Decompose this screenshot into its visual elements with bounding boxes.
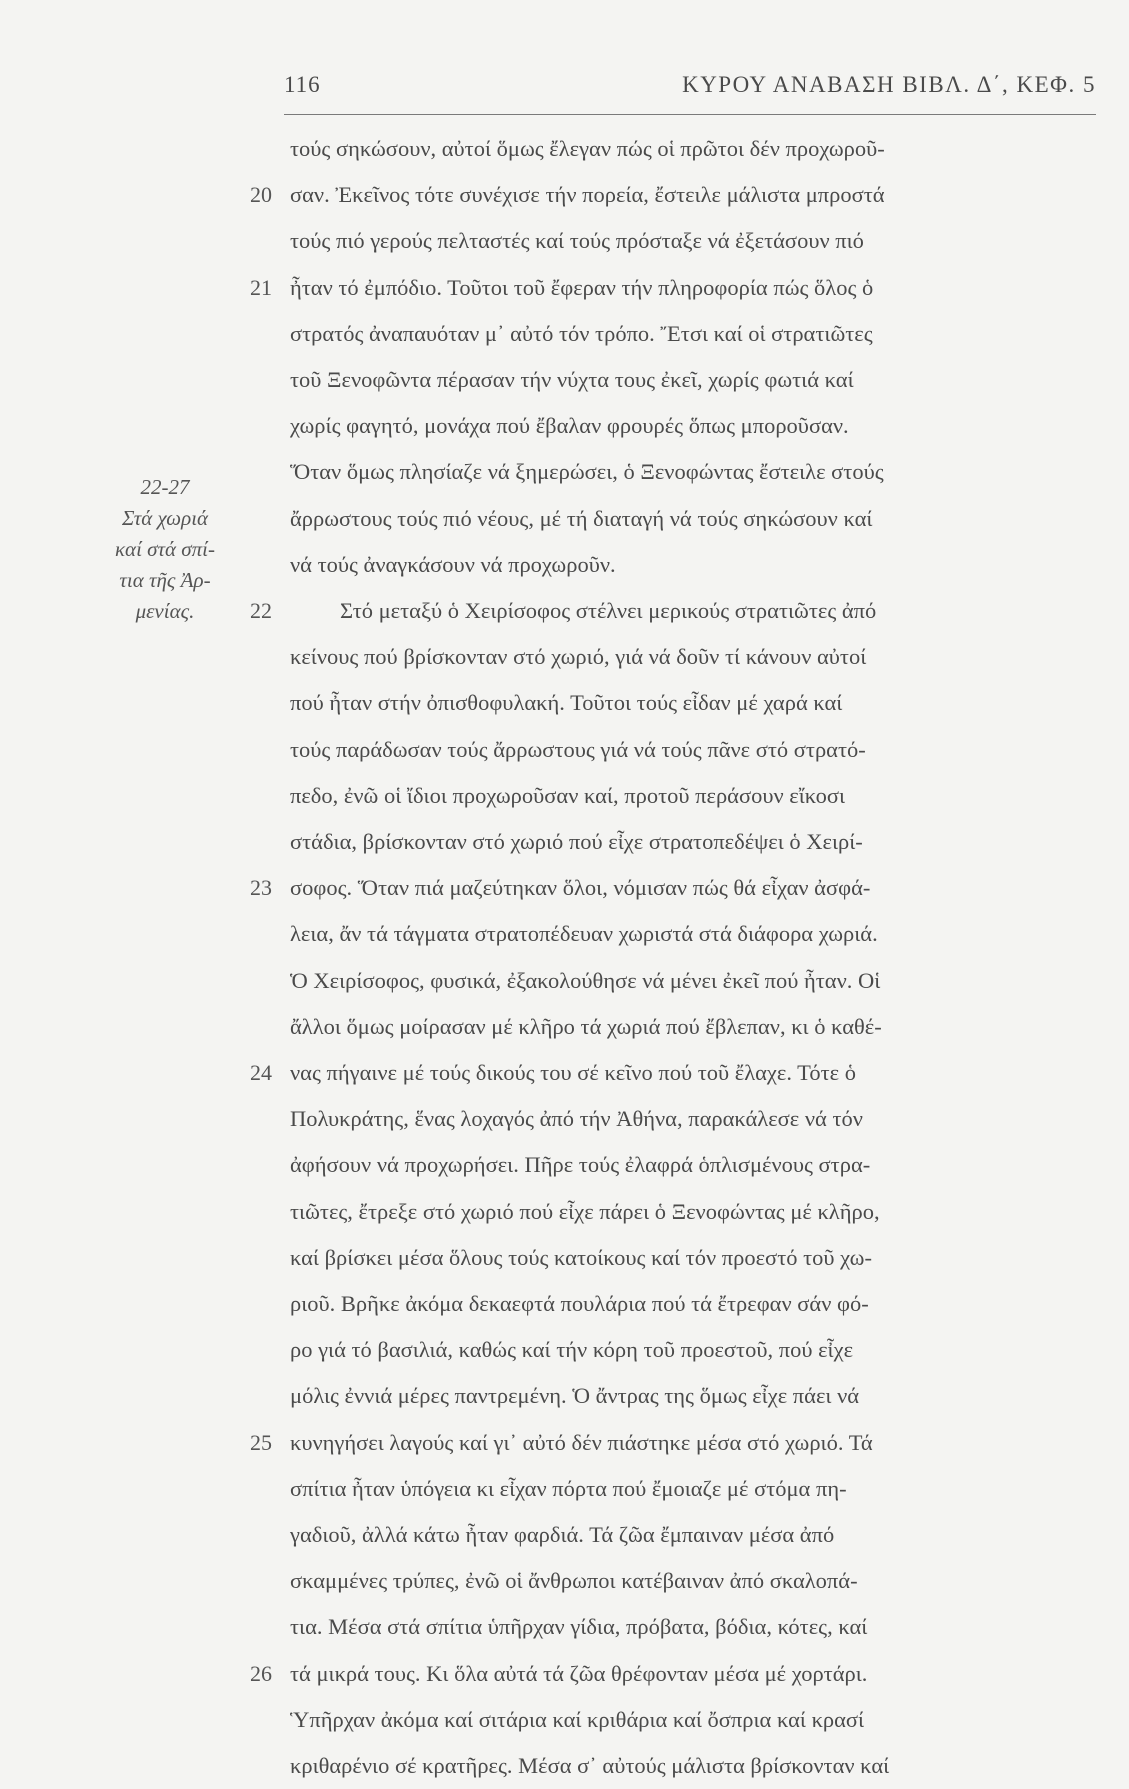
line-number: 21 [250, 274, 272, 300]
line-text: πεδο, ἐνῶ οἱ ἴδιοι προχωροῦσαν καί, προτοῦ περάσουν εἴκοσι [290, 782, 846, 808]
text-line [250, 1420, 1120, 1466]
line-text: στάδια, βρίσκονταν στό χωριό πού εἶχε στρατοπεδέψει ὁ Χειρί- [290, 829, 863, 854]
margin-note-line: καί στά σπί- [114, 537, 216, 561]
text-line [290, 403, 1120, 449]
line-text: ἀφήσουν νά προχωρήσει. Πῆρε τούς ἐλαφρά ὁπλισμένους στρα- [290, 1152, 871, 1178]
line-text: καί βρίσκει μέσα ὅλους τούς κατοίκους καί τόν προεστό τοῦ χω- [290, 1244, 872, 1270]
text-line [290, 1235, 1120, 1281]
line-text: Πολυκράτης, ἕνας λοχαγός ἀπό τήν Ἀθήνα, παρακάλεσε νά τόν [290, 1106, 863, 1132]
text-line [290, 1697, 1120, 1743]
text-line [290, 773, 1120, 819]
line-text: λεια, ἄν τά τάγματα στρατοπέδευαν χωριστά στά διάφορα χωριά. [290, 921, 878, 947]
text-line [250, 865, 1120, 911]
line-text: ἄλλοι ὅμως μοίρασαν μέ κλῆρο τά χωριά πού ἔβλεπαν, κι ὁ καθέ- [290, 1013, 882, 1039]
line-text: κείνους πού βρίσκονταν στό χωριό, γιά νά δοῦν τί κάνουν αὐτοί [290, 644, 867, 670]
margin-note [90, 472, 240, 627]
margin-note-line: μενίας. [135, 599, 195, 623]
line-number: 20 [250, 182, 272, 208]
line-text: κριθαρένιο σέ κρατῆρες. Μέσα σ᾽ αὐτούς μάλιστα βρίσκονταν καί [290, 1753, 890, 1778]
text-line [290, 727, 1120, 773]
running-head: ΚΥΡΟΥ ΑΝΑΒΑΣΗ ΒΙΒΛ. Δ΄, ΚΕΦ. 5 [682, 72, 1096, 97]
text-line [290, 1743, 1120, 1789]
text-line [250, 265, 1120, 311]
line-text: μόλις ἐννιά μέρες παντρεμένη. Ὁ ἄντρας της ὅμως εἶχε πάει νά [290, 1383, 860, 1409]
line-text: ρο γιά τό βασιλιά, καθώς καί τήν κόρη τοῦ προεστοῦ, πού εἶχε [290, 1337, 854, 1363]
text-line [290, 680, 1120, 726]
line-text: νά τούς ἀναγκάσουν νά προχωροῦν. [290, 551, 616, 577]
margin-note-range: 22-27 [140, 475, 190, 499]
line-number: 23 [250, 875, 272, 901]
line-text: τοῦ Ξενοφῶντα πέρασαν τήν νύχτα τους ἐκεῖ, χωρίς φωτιά καί [290, 367, 854, 392]
line-text: πού ἦταν στήν ὀπισθοφυλακή. Τοῦτοι τούς εἶδαν μέ χαρά καί [290, 690, 843, 716]
line-text: χωρίς φαγητό, μονάχα πού ἔβαλαν φρουρές ὅπως μποροῦσαν. [290, 413, 849, 439]
line-text: σαν. Ἐκεῖνος τότε συνέχισε τήν πορεία, ἔστειλε μάλιστα μπροστά [290, 182, 885, 208]
line-text: σοφος. Ὅταν πιά μαζεύτηκαν ὅλοι, νόμισαν πώς θά εἶχαν ἀσφά- [290, 875, 871, 901]
text-line [290, 1281, 1120, 1327]
line-text: σκαμμένες τρύπες, ἐνῶ οἱ ἄνθρωποι κατέβαιναν ἀπό σκαλοπά- [290, 1568, 858, 1594]
text-line [290, 1466, 1120, 1512]
text-line [290, 1604, 1120, 1650]
text-line [290, 1004, 1120, 1050]
text-line [290, 542, 1120, 588]
line-text: Ὑπῆρχαν ἀκόμα καί σιτάρια καί κριθάρια καί ὄσπρια καί κρασί [290, 1706, 865, 1732]
text-line [290, 911, 1120, 957]
line-text: στρατός ἀναπαυόταν μ᾽ αὐτό τόν τρόπο. Ἔτσι καί οἱ στρατιῶτες [290, 320, 873, 346]
line-text: τιῶτες, ἔτρεξε στό χωριό πού εἶχε πάρει ὁ Ξενοφώντας μέ κλῆρο, [290, 1198, 880, 1224]
text-line [250, 172, 1120, 218]
text-line [290, 1327, 1120, 1373]
line-text: τούς παράδωσαν τούς ἄρρωστους γιά νά τούς πᾶνε στό στρατό- [290, 736, 866, 762]
text-line [250, 1651, 1120, 1697]
text-line [290, 126, 1120, 172]
line-text: ἄρρωστους τούς πιό νέους, μέ τή διαταγή νά τούς σηκώσουν καί [290, 505, 873, 531]
margin-note-line: τια τῆς Ἀρ- [119, 568, 211, 592]
line-text: τά μικρά τους. Κι ὅλα αὐτά τά ζῶα θρέφονταν μέσα μέ χορτάρι. [290, 1660, 868, 1686]
line-text: Ὅταν ὅμως πλησίαζε νά ξημερώσει, ὁ Ξενοφώντας ἔστειλε στούς [290, 459, 884, 485]
text-line [290, 1142, 1120, 1188]
line-text: τια. Μέσα στά σπίτια ὑπῆρχαν γίδια, πρόβατα, βόδια, κότες, καί [290, 1614, 868, 1640]
text-line [290, 357, 1120, 403]
text-line [290, 1512, 1120, 1558]
line-text: ριοῦ. Βρῆκε ἀκόμα δεκαεφτά πουλάρια πού τά ἔτρεφαν σάν φό- [290, 1291, 869, 1316]
text-line [290, 1096, 1120, 1142]
line-text: κυνηγήσει λαγούς καί γι᾽ αὐτό δέν πιάστηκε μέσα στό χωριό. Τά [290, 1429, 873, 1455]
line-number: 26 [250, 1660, 272, 1686]
line-number: 24 [250, 1060, 272, 1085]
text-line [290, 218, 1120, 264]
text-line [290, 496, 1120, 542]
line-number: 25 [250, 1429, 272, 1455]
text-line [290, 449, 1120, 495]
line-text: τούς σηκώσουν, αὐτοί ὅμως ἔλεγαν πώς οἱ πρῶτοι δέν προχωροῦ- [290, 136, 885, 161]
text-line [290, 1558, 1120, 1604]
page-header [284, 62, 1096, 115]
line-text: νας πήγαινε μέ τούς δικούς του σέ κεῖνο πού τοῦ ἔλαχε. Τότε ὁ [290, 1060, 856, 1085]
line-text: γαδιοῦ, ἀλλά κάτω ἦταν φαρδιά. Τά ζῶα ἔμπαιναν μέσα ἀπό [290, 1522, 835, 1547]
page-number: 116 [284, 72, 321, 97]
text-line [290, 819, 1120, 865]
line-text: σπίτια ἦταν ὑπόγεια κι εἶχαν πόρτα πού ἔμοιαζε μέ στόμα πη- [290, 1475, 847, 1501]
text-line [290, 1373, 1120, 1419]
margin-note-line: Στά χωριά [121, 506, 209, 530]
text-line [250, 1050, 1120, 1096]
line-text: Ὁ Χειρίσοφος, φυσικά, ἐξακολούθησε νά μένει ἐκεῖ πού ἦταν. Οἱ [290, 967, 881, 993]
line-text: ἦταν τό ἐμπόδιο. Τοῦτοι τοῦ ἔφεραν τήν πληροφορία πώς ὅλος ὁ [290, 274, 874, 300]
line-text: Στό μεταξύ ὁ Χειρίσοφος στέλνει μερικούς στρατιῶτες ἀπό [340, 598, 877, 623]
text-line [290, 311, 1120, 357]
text-line [290, 634, 1120, 680]
line-text: τούς πιό γερούς πελταστές καί τούς πρόσταξε νά ἐξετάσουν πιό [290, 228, 864, 254]
text-line [290, 1189, 1120, 1235]
text-line [290, 958, 1120, 1004]
text-line [250, 588, 1120, 634]
line-number: 22 [250, 598, 272, 623]
